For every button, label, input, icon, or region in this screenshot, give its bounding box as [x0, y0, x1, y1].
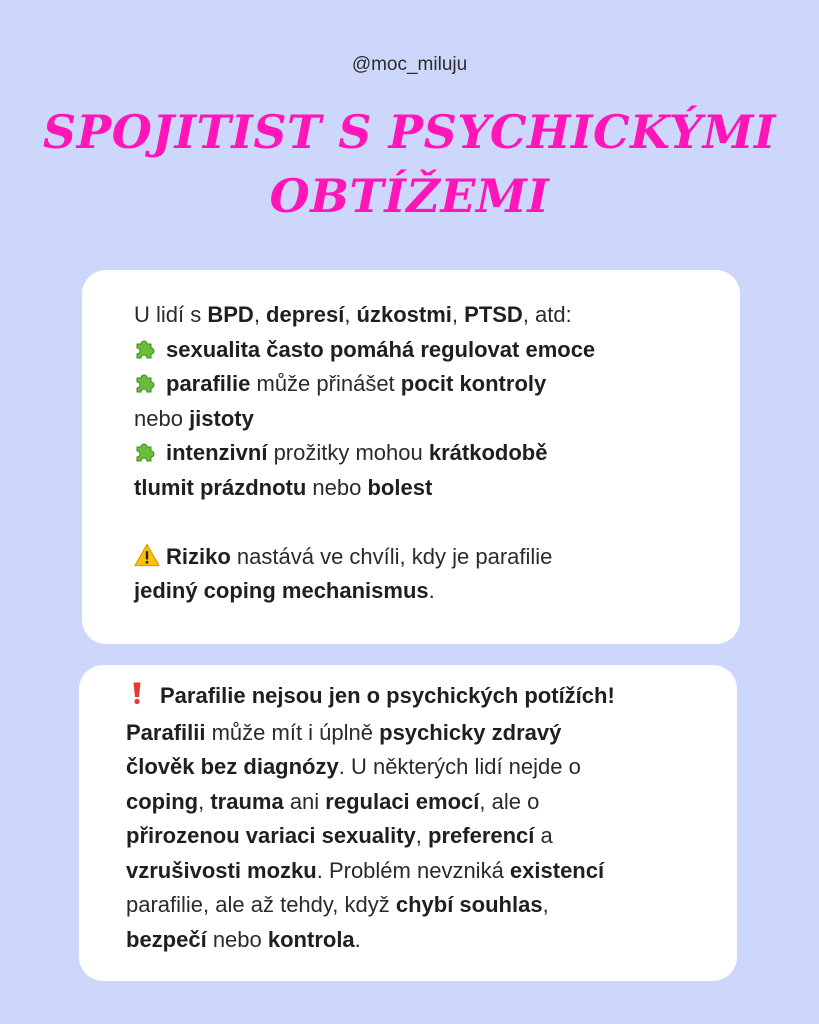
puzzle-icon — [134, 439, 160, 463]
info-card-healthy — [79, 665, 737, 981]
list-item: parafilie může přinášet pocit kontroly — [134, 367, 710, 402]
paragraph-line: parafilie, ale až tehdy, když chybí souhlas, — [126, 892, 549, 917]
puzzle-icon — [134, 336, 160, 360]
risk-note: Riziko nastává ve chvíli, kdy je parafilie — [134, 540, 710, 575]
paragraph-line: vzrušivosti mozku. Problém nevzniká existencí — [126, 857, 605, 883]
list-item: sexualita často pomáhá regulovat emoce — [134, 333, 710, 368]
paragraph-line: bezpečí nebo kontrola. — [126, 926, 361, 952]
list-item: intenzivní prožitky mohou krátkodobě — [134, 436, 710, 471]
title-line-1: SPOJITIST S PSYCHICKÝMI — [42, 105, 777, 159]
account-handle: @moc_miluju — [351, 54, 468, 75]
title-line-2: OBTÍŽEMI — [269, 169, 550, 223]
page-title — [0, 100, 819, 228]
list-item-continuation: tlumit prázdnotu nebo bolest — [134, 474, 433, 500]
intro-line: U lidí s BPD, depresí, úzkostmi, PTSD, atd: — [134, 302, 572, 327]
paragraph-line: coping, trauma ani regulaci emocí, ale o — [126, 788, 540, 814]
list-item-continuation: nebo jistoty — [134, 405, 254, 431]
puzzle-icon — [134, 370, 160, 394]
paragraph-line: přirozenou variaci sexuality, preferencí a — [126, 823, 553, 848]
info-card-psychological — [82, 270, 740, 644]
alert-heading: Parafilie nejsou jen o psychických potížích! — [126, 679, 717, 716]
paragraph-line: Parafilii může mít i úplně psychicky zdravý — [126, 719, 562, 745]
paragraph-line: člověk bez diagnózy. U některých lidí nejde o — [126, 754, 581, 779]
warning-icon — [134, 543, 160, 567]
exclamation-icon — [130, 681, 148, 716]
risk-note-continuation: jediný coping mechanismus. — [134, 578, 435, 603]
